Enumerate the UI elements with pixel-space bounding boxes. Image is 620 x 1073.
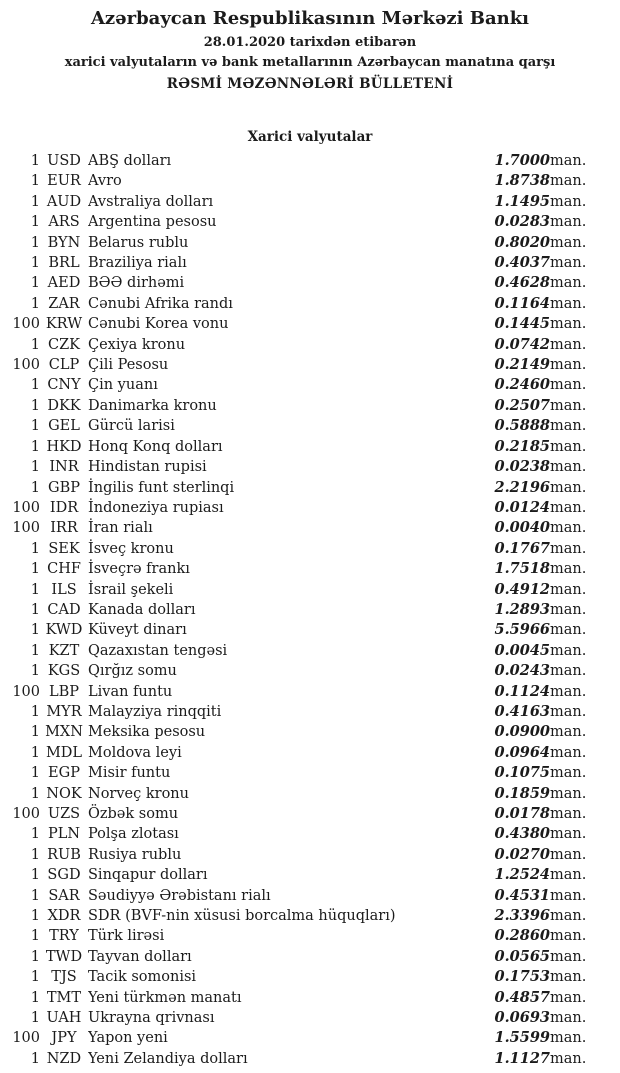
- code-cell: SEK: [48, 540, 80, 557]
- code-cell: KWD: [45, 622, 83, 639]
- rate-cell: 0.2507: [494, 396, 550, 414]
- qty-cell: 1: [30, 969, 40, 986]
- table-row: [0, 518, 620, 538]
- unit-cell: man.: [550, 438, 587, 455]
- table-row: [0, 1028, 620, 1048]
- qty-cell: 100: [12, 520, 40, 537]
- document-header: [0, 0, 620, 96]
- qty-cell: 1: [30, 724, 40, 741]
- table-row: [0, 641, 620, 661]
- unit-cell: man.: [550, 744, 587, 761]
- unit-cell: man.: [550, 887, 587, 904]
- unit-cell: man.: [550, 316, 587, 333]
- code-cell: MDL: [45, 744, 83, 761]
- table-row: [0, 375, 620, 395]
- unit-cell: man.: [550, 969, 587, 986]
- currency-name-cell: SDR (BVF-nin xüsusi borcalma hüquqları): [88, 908, 396, 925]
- rate-cell: 0.5888: [494, 417, 550, 435]
- table-row: [0, 559, 620, 579]
- code-cell: CLP: [48, 357, 80, 374]
- scope-line: xarici valyutaların və bank metallarının Azərbaycan manatına qarşı: [64, 55, 556, 70]
- code-cell: GEL: [48, 418, 80, 435]
- qty-cell: 1: [30, 438, 40, 455]
- unit-cell: man.: [550, 724, 587, 741]
- rate-cell: 1.8738: [494, 172, 550, 190]
- unit-cell: man.: [550, 479, 587, 496]
- rate-cell: 0.0565: [494, 947, 550, 965]
- code-cell: PLN: [47, 826, 81, 843]
- rate-cell: 0.1445: [494, 315, 550, 333]
- qty-cell: 1: [30, 234, 40, 251]
- qty-cell: 1: [30, 336, 40, 353]
- rate-cell: 0.2860: [494, 927, 550, 945]
- table-row: [0, 865, 620, 885]
- table-row: [0, 355, 620, 375]
- table-row: [0, 661, 620, 681]
- rate-cell: 0.0045: [494, 641, 550, 659]
- table-row: [0, 335, 620, 355]
- table-row: [0, 947, 620, 967]
- code-cell: MYR: [46, 703, 82, 720]
- currency-name-cell: BƏƏ dirhəmi: [88, 275, 185, 292]
- qty-cell: 1: [30, 948, 40, 965]
- unit-cell: man.: [550, 173, 587, 190]
- code-cell: UZS: [47, 806, 81, 822]
- rate-cell: 0.4531: [494, 886, 550, 904]
- rate-cell: 0.0283: [494, 213, 550, 231]
- currency-name-cell: ABŞ dolları: [88, 153, 172, 169]
- table-row: [0, 722, 620, 742]
- unit-cell: man.: [550, 867, 587, 884]
- table-row: [0, 1008, 620, 1028]
- table-row: [0, 743, 620, 763]
- code-cell: TJS: [51, 969, 77, 986]
- code-cell: KGS: [47, 663, 81, 680]
- rate-cell: 0.0243: [494, 662, 550, 680]
- qty-cell: 1: [30, 785, 40, 802]
- unit-cell: man.: [550, 357, 587, 374]
- unit-cell: man.: [550, 765, 587, 782]
- unit-cell: man.: [550, 663, 587, 680]
- unit-cell: man.: [550, 1050, 587, 1067]
- table-row: [0, 804, 620, 824]
- rate-cell: 0.4628: [494, 274, 550, 292]
- currency-name-cell: Meksika pesosu: [88, 724, 206, 741]
- currency-name-cell: Yeni Zelandiya dolları: [88, 1050, 248, 1067]
- currency-name-cell: Küveyt dinarı: [88, 622, 187, 639]
- unit-cell: man.: [550, 561, 587, 578]
- qty-cell: 1: [30, 459, 40, 476]
- qty-cell: 1: [30, 173, 40, 190]
- table-row: [0, 416, 620, 436]
- qty-cell: 1: [30, 581, 40, 598]
- rates-table: [0, 151, 620, 1069]
- rate-cell: 0.4912: [494, 580, 550, 598]
- qty-cell: 1: [30, 377, 40, 394]
- unit-cell: man.: [550, 520, 587, 537]
- unit-cell: man.: [550, 295, 587, 312]
- qty-cell: 100: [12, 499, 40, 516]
- table-row: [0, 763, 620, 783]
- unit-cell: man.: [550, 1010, 587, 1027]
- code-cell: AUD: [46, 193, 82, 210]
- rate-cell: 1.7518: [494, 560, 550, 578]
- qty-cell: 1: [30, 418, 40, 435]
- qty-cell: 100: [12, 316, 40, 333]
- currency-name-cell: Rusiya rublu: [88, 846, 182, 863]
- code-cell: IDR: [49, 499, 79, 516]
- rate-cell: 1.1127: [494, 1049, 550, 1067]
- table-row: [0, 294, 620, 314]
- currency-name-cell: İngilis funt sterlinqi: [88, 479, 235, 496]
- code-cell: NOK: [46, 785, 82, 802]
- code-cell: KRW: [45, 316, 83, 333]
- currency-name-cell: İsveç kronu: [88, 540, 174, 557]
- rate-cell: 5.5966: [494, 621, 550, 639]
- table-row: [0, 457, 620, 477]
- qty-cell: 1: [30, 540, 40, 557]
- table-row: [0, 988, 620, 1008]
- code-cell: EGP: [48, 765, 80, 782]
- qty-cell: 1: [30, 642, 40, 659]
- rate-cell: 1.1495: [494, 192, 550, 210]
- unit-cell: man.: [550, 601, 587, 618]
- currency-name-cell: Livan funtu: [88, 683, 173, 700]
- unit-cell: man.: [550, 826, 587, 843]
- code-cell: RUB: [47, 846, 81, 863]
- qty-cell: 100: [12, 357, 40, 374]
- bank-name-title: Azərbaycan Respublikasının Mərkəzi Bankı: [90, 8, 530, 29]
- currency-name-cell: Gürcü larisi: [88, 418, 175, 435]
- rate-cell: 0.1164: [494, 294, 550, 312]
- table-row: [0, 498, 620, 518]
- unit-cell: man.: [550, 989, 587, 1006]
- code-cell: CNY: [47, 377, 81, 394]
- qty-cell: 100: [12, 1030, 40, 1047]
- rate-cell: 1.7000: [494, 152, 550, 169]
- qty-cell: 1: [30, 1010, 40, 1027]
- qty-cell: 1: [30, 703, 40, 720]
- unit-cell: man.: [550, 459, 587, 476]
- code-cell: ZAR: [48, 295, 80, 312]
- code-cell: CHF: [47, 561, 81, 578]
- code-cell: XDR: [47, 908, 81, 925]
- currency-name-cell: Qazaxıstan tengəsi: [88, 642, 228, 659]
- currency-name-cell: Avro: [88, 173, 122, 190]
- table-row: [0, 314, 620, 334]
- table-row: [0, 539, 620, 559]
- rate-cell: 0.4163: [494, 702, 550, 720]
- unit-cell: man.: [550, 785, 587, 802]
- table-row: [0, 886, 620, 906]
- unit-cell: man.: [550, 336, 587, 353]
- table-row: [0, 437, 620, 457]
- table-row: [0, 845, 620, 865]
- unit-cell: man.: [550, 397, 587, 414]
- currency-name-cell: İndoneziya rupiası: [88, 499, 224, 516]
- unit-cell: man.: [550, 234, 587, 251]
- unit-cell: man.: [550, 193, 587, 210]
- qty-cell: 1: [30, 826, 40, 843]
- bulletin-title: RƏSMİ MƏZƏNNƏLƏRİ BÜLLETENİ: [166, 76, 454, 92]
- rate-cell: 0.0124: [494, 498, 550, 516]
- currency-name-cell: Çexiya kronu: [88, 336, 186, 353]
- table-row: [0, 1049, 620, 1069]
- rate-cell: 0.0693: [494, 1009, 550, 1027]
- rate-cell: 0.2460: [494, 376, 550, 394]
- code-cell: NZD: [46, 1050, 82, 1067]
- currency-name-cell: Norveç kronu: [88, 785, 189, 802]
- rate-cell: 0.1767: [494, 539, 550, 557]
- qty-cell: 1: [30, 397, 40, 414]
- qty-cell: 1: [30, 1050, 40, 1067]
- qty-cell: 1: [30, 479, 40, 496]
- rate-cell: 0.1075: [494, 764, 550, 782]
- table-row: [0, 273, 620, 293]
- rate-cell: 0.1753: [494, 968, 550, 986]
- currency-name-cell: Tacik somonisi: [88, 969, 197, 986]
- currency-name-cell: Danimarka kronu: [88, 397, 217, 414]
- code-cell: KZT: [48, 642, 80, 659]
- unit-cell: man.: [550, 540, 587, 557]
- table-row: [0, 824, 620, 844]
- rate-cell: 2.3396: [494, 907, 550, 925]
- currency-name-cell: Malayziya rinqqiti: [88, 703, 222, 720]
- currency-name-cell: Cənubi Afrika randı: [88, 295, 233, 312]
- code-cell: EUR: [47, 173, 81, 190]
- table-row: [0, 926, 620, 946]
- currency-name-cell: Kanada dolları: [88, 601, 196, 618]
- qty-cell: 1: [30, 275, 40, 292]
- rate-cell: 0.0270: [494, 845, 550, 863]
- currency-name-cell: Özbək somu: [88, 806, 179, 822]
- code-cell: HKD: [46, 438, 82, 455]
- qty-cell: 1: [30, 214, 40, 231]
- qty-cell: 1: [30, 989, 40, 1006]
- qty-cell: 1: [30, 887, 40, 904]
- qty-cell: 1: [30, 928, 40, 945]
- unit-cell: man.: [550, 214, 587, 231]
- currency-name-cell: Çili Pesosu: [88, 357, 169, 374]
- qty-cell: 1: [30, 561, 40, 578]
- code-cell: ILS: [51, 581, 77, 598]
- qty-cell: 1: [30, 295, 40, 312]
- unit-cell: man.: [550, 275, 587, 292]
- table-row: [0, 784, 620, 804]
- rate-cell: 0.2185: [494, 437, 550, 455]
- code-cell: LBP: [48, 683, 80, 700]
- code-cell: SGD: [47, 867, 81, 884]
- unit-cell: man.: [550, 153, 587, 169]
- currency-name-cell: Tayvan dolları: [88, 948, 192, 965]
- currency-name-cell: Braziliya rialı: [88, 255, 187, 272]
- code-cell: ARS: [48, 214, 80, 231]
- currency-name-cell: Yapon yeni: [88, 1030, 168, 1047]
- table-row: [0, 192, 620, 212]
- unit-cell: man.: [550, 377, 587, 394]
- rate-cell: 0.0964: [494, 743, 550, 761]
- code-cell: SAR: [48, 887, 80, 904]
- unit-cell: man.: [550, 846, 587, 863]
- rate-cell: 1.5599: [494, 1029, 550, 1047]
- table-row: [0, 906, 620, 926]
- table-row: [0, 478, 620, 498]
- code-cell: TMT: [46, 989, 82, 1006]
- unit-cell: man.: [550, 928, 587, 945]
- currency-name-cell: İsrail şekeli: [88, 581, 174, 598]
- currency-name-cell: Cənubi Korea vonu: [88, 316, 229, 333]
- currency-name-cell: Səudiyyə Ərəbistanı rialı: [88, 887, 271, 904]
- unit-cell: man.: [550, 622, 587, 639]
- effective-date-line: 28.01.2020 tarixdən etibarən: [203, 35, 417, 50]
- unit-cell: man.: [550, 642, 587, 659]
- unit-cell: man.: [550, 418, 587, 435]
- code-cell: CAD: [47, 601, 81, 618]
- currency-name-cell: Türk lirəsi: [88, 928, 165, 945]
- table-row: [0, 151, 620, 171]
- rate-cell: 0.0900: [494, 723, 550, 741]
- code-cell: CZK: [47, 336, 80, 353]
- currency-name-cell: Qırğız somu: [88, 663, 177, 680]
- rate-cell: 0.2149: [494, 356, 550, 374]
- currency-name-cell: Yeni türkmən manatı: [88, 989, 242, 1006]
- code-cell: BRL: [48, 255, 80, 272]
- table-row: [0, 702, 620, 722]
- table-row: [0, 580, 620, 600]
- code-cell: DKK: [47, 397, 81, 414]
- qty-cell: 1: [30, 622, 40, 639]
- qty-cell: 100: [12, 806, 40, 822]
- rates-table-body: [0, 151, 620, 1069]
- currency-name-cell: İsveçrə frankı: [88, 561, 190, 578]
- code-cell: TWD: [45, 948, 83, 965]
- table-row: [0, 233, 620, 253]
- currency-name-cell: Ukrayna qrivnası: [88, 1010, 215, 1027]
- currency-name-cell: İran rialı: [88, 520, 153, 537]
- table-row: [0, 212, 620, 232]
- qty-cell: 1: [30, 744, 40, 761]
- unit-cell: man.: [550, 499, 587, 516]
- currency-name-cell: Honq Konq dolları: [88, 438, 223, 455]
- rate-cell: 0.0178: [494, 805, 550, 822]
- unit-cell: man.: [550, 683, 587, 700]
- currency-name-cell: Belarus rublu: [88, 234, 189, 251]
- qty-cell: 1: [30, 846, 40, 863]
- unit-cell: man.: [550, 908, 587, 925]
- table-row: [0, 396, 620, 416]
- currency-name-cell: Çin yuanı: [88, 377, 158, 394]
- qty-cell: 1: [30, 663, 40, 680]
- code-cell: IRR: [50, 520, 78, 537]
- code-cell: TRY: [49, 928, 79, 945]
- table-row: [0, 682, 620, 702]
- section-title-foreign-currencies: Xarici valyutalar: [247, 129, 373, 145]
- rate-cell: 0.1124: [494, 682, 550, 700]
- rate-cell: 0.0238: [494, 458, 550, 476]
- currency-name-cell: Avstraliya dolları: [88, 193, 214, 210]
- rate-cell: 0.1859: [494, 784, 550, 802]
- code-cell: INR: [49, 459, 79, 476]
- unit-cell: man.: [550, 703, 587, 720]
- code-cell: UAH: [46, 1010, 82, 1027]
- table-row: [0, 620, 620, 640]
- rate-cell: 0.8020: [494, 233, 550, 251]
- code-cell: JPY: [51, 1030, 77, 1047]
- rate-cell: 1.2524: [494, 866, 550, 884]
- unit-cell: man.: [550, 948, 587, 965]
- rate-cell: 2.2196: [494, 478, 550, 496]
- qty-cell: 1: [30, 601, 40, 618]
- rate-cell: 1.2893: [494, 600, 550, 618]
- qty-cell: 1: [30, 867, 40, 884]
- code-cell: BYN: [47, 234, 81, 251]
- qty-cell: 1: [30, 153, 40, 169]
- currency-name-cell: Polşa zlotası: [88, 826, 179, 843]
- rate-cell: 0.4037: [494, 254, 550, 272]
- table-row: [0, 171, 620, 191]
- code-cell: USD: [47, 153, 81, 169]
- qty-cell: 1: [30, 765, 40, 782]
- qty-cell: 1: [30, 193, 40, 210]
- code-cell: GBP: [48, 479, 80, 496]
- unit-cell: man.: [550, 1030, 587, 1047]
- rate-cell: 0.4857: [494, 988, 550, 1006]
- unit-cell: man.: [550, 806, 587, 822]
- qty-cell: 1: [30, 908, 40, 925]
- currency-name-cell: Moldova leyi: [88, 744, 182, 761]
- code-cell: MXN: [45, 724, 83, 741]
- unit-cell: man.: [550, 581, 587, 598]
- table-row: [0, 253, 620, 273]
- code-cell: AED: [47, 275, 81, 292]
- currency-name-cell: Misir funtu: [88, 765, 171, 782]
- currency-name-cell: Sinqapur dolları: [88, 867, 208, 884]
- currency-name-cell: Argentina pesosu: [88, 214, 217, 231]
- currency-name-cell: Hindistan rupisi: [88, 459, 207, 476]
- table-row: [0, 967, 620, 987]
- rate-cell: 0.0040: [494, 519, 550, 537]
- qty-cell: 100: [12, 683, 40, 700]
- table-row: [0, 600, 620, 620]
- rate-cell: 0.4380: [494, 825, 550, 843]
- unit-cell: man.: [550, 255, 587, 272]
- qty-cell: 1: [30, 255, 40, 272]
- rate-cell: 0.0742: [494, 335, 550, 353]
